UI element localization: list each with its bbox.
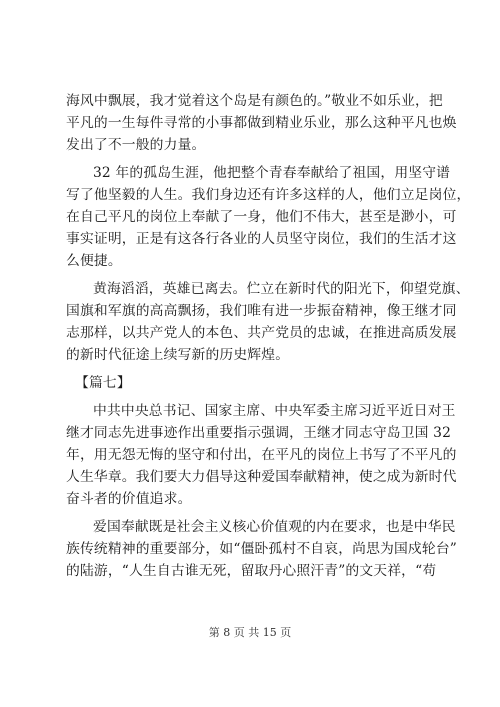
text-line: 黄海滔滔，英雄已离去。伫立在新时代的阳光下，仰望党旗、: [93, 281, 470, 297]
text-line: 爱国奉献既是社会主义核心价值观的内在要求，也是中华民: [93, 519, 456, 535]
text-line: 事实证明，正是有这各行各业的人员坚守岗位，我们的生活才这: [66, 231, 457, 247]
page-footer: 第 8 页 共 15 页: [208, 626, 292, 639]
text-line: 志那样，以共产党人的本色、共产党员的忠诚，在推进高质发展: [66, 325, 457, 341]
text-line: 32 年的孤岛生涯，他把整个青春奉献给了祖国，用坚守谱: [93, 165, 451, 181]
text-line: 么便捷。: [66, 253, 122, 269]
text-line: 奋斗者的价值追求。: [66, 491, 192, 507]
text-line: 国旗和军旗的高高飘扬，我们唯有进一步振奋精神，像王继才同: [66, 303, 457, 319]
text-line: 写了他坚毅的人生。我们身边还有许多这样的人，他们立足岗位，: [66, 187, 471, 203]
text-line: 发出了不一般的力量。: [66, 137, 206, 153]
text-line: 海风中飘展，我才觉着这个岛是有颜色的。”敬业不如乐业，把: [66, 93, 443, 109]
text-line: 在自己平凡的岗位上奉献了一身，他们不伟大，甚至是渺小，可: [66, 209, 457, 225]
paragraph: [66, 90, 457, 156]
paragraph: [66, 162, 471, 272]
text-line: 平凡的一生每件寻常的小事都做到精业乐业，那么这种平凡也焕: [66, 115, 457, 131]
text-line: 【篇七】: [75, 375, 131, 391]
paragraph: [66, 278, 470, 366]
paragraph: [66, 516, 457, 582]
text-line: 中共中央总书记、国家主席、中央军委主席习近平近日对王: [93, 403, 456, 419]
paragraph: [66, 400, 457, 510]
text-line: 的陆游，“人生自古谁无死，留取丹心照汗青”的文天祥，“苟: [66, 563, 437, 579]
document-body: [66, 90, 471, 582]
text-line: 年，用无怨无悔的坚守和付出，在平凡的岗位上书写了不平凡的: [66, 447, 457, 463]
text-line: 的新时代征途上续写新的历史辉煌。: [66, 347, 290, 363]
text-line: 族传统精神的重要部分，如“僵卧孤村不自哀，尚思为国戍轮台”: [66, 541, 457, 557]
section-heading: [66, 372, 438, 394]
text-line: 人生华章。我们要大力倡导这种爱国奉献精神，使之成为新时代: [66, 469, 457, 485]
text-line: 继才同志先进事迹作出重要指示强调，王继才同志守岛卫国 32: [66, 425, 452, 441]
